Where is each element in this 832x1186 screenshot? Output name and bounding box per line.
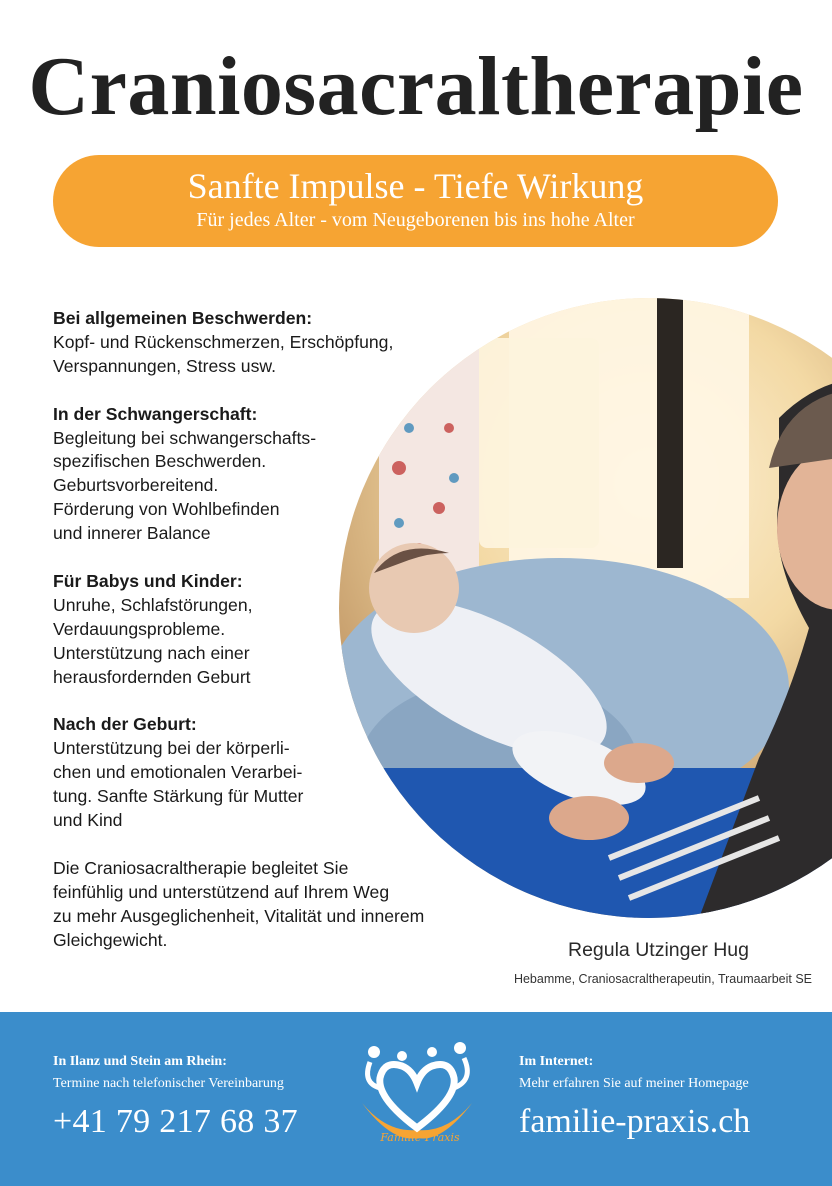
section-pregnancy bbox=[53, 403, 493, 546]
closing-line: Gleichgewicht. bbox=[53, 929, 168, 950]
website-link[interactable]: familie-praxis.ch bbox=[519, 1103, 751, 1140]
section-line: Förderung von Wohlbefinden bbox=[53, 499, 280, 520]
section-line: und innerer Balance bbox=[53, 523, 211, 544]
therapist-role: Hebamme, Craniosacraltherapeutin, Traumaarbeit SE bbox=[513, 972, 812, 986]
section-line: chen und emotionalen Verarbei- bbox=[53, 762, 303, 783]
contact-footer bbox=[0, 1012, 832, 1186]
section-heading: Nach der Geburt: bbox=[53, 714, 197, 735]
section-line: Begleitung bei schwangerschafts- bbox=[53, 427, 317, 448]
section-heading: In der Schwangerschaft: bbox=[53, 403, 258, 424]
section-babies bbox=[53, 570, 493, 690]
section-heading: Bei allgemeinen Beschwerden: bbox=[53, 308, 313, 328]
section-general bbox=[53, 307, 493, 379]
section-heading: Für Babys und Kinder: bbox=[53, 570, 243, 591]
appointment-note: Termine nach telefonischer Vereinbarung bbox=[53, 1076, 284, 1091]
internet-title: Im Internet: bbox=[519, 1054, 594, 1069]
banner-subtitle: Sanfte Impulse - Tiefe Wirkung bbox=[187, 166, 644, 206]
locations-title: In Ilanz und Stein am Rhein: bbox=[53, 1054, 227, 1069]
closing-line: feinfühlig und unterstützend auf Ihrem Weg bbox=[53, 881, 390, 902]
page-title: Craniosacraltherapie bbox=[28, 40, 804, 133]
phone-number[interactable]: +41 79 217 68 37 bbox=[53, 1103, 298, 1140]
therapist-name: Regula Utzinger Hug bbox=[567, 939, 749, 961]
section-line: Verspannungen, Stress usw. bbox=[53, 355, 276, 376]
section-line: Verdauungsprobleme. bbox=[53, 618, 226, 639]
section-line: Unruhe, Schlafstörungen, bbox=[53, 594, 253, 615]
section-line: und Kind bbox=[53, 809, 123, 830]
section-line: Unterstützung bei der körperli- bbox=[53, 738, 290, 759]
closing-line: Die Craniosacraltherapie begleitet Sie bbox=[53, 857, 349, 878]
closing-paragraph bbox=[53, 857, 493, 953]
content-column bbox=[53, 307, 493, 976]
closing-line: zu mehr Ausgeglichenheit, Vitalität und innerem bbox=[53, 905, 425, 926]
section-line: Geburtsvorbereitend. bbox=[53, 475, 219, 496]
section-postnatal bbox=[53, 713, 493, 833]
section-line: Unterstützung nach einer bbox=[53, 642, 250, 663]
section-line: spezifischen Beschwerden. bbox=[53, 451, 267, 472]
section-line: herausfordernden Geburt bbox=[53, 666, 251, 687]
section-line: tung. Sanfte Stärkung für Mutter bbox=[53, 786, 304, 807]
logo-text: Familie-Praxis bbox=[380, 1131, 460, 1144]
homepage-note: Mehr erfahren Sie auf meiner Homepage bbox=[519, 1076, 749, 1091]
tagline-banner bbox=[53, 155, 778, 247]
banner-tagline: Für jedes Alter - vom Neugeborenen bis ins hohe Alter bbox=[196, 209, 635, 231]
section-line: Kopf- und Rückenschmerzen, Erschöpfung, bbox=[53, 331, 394, 352]
familie-praxis-logo bbox=[352, 1038, 482, 1158]
